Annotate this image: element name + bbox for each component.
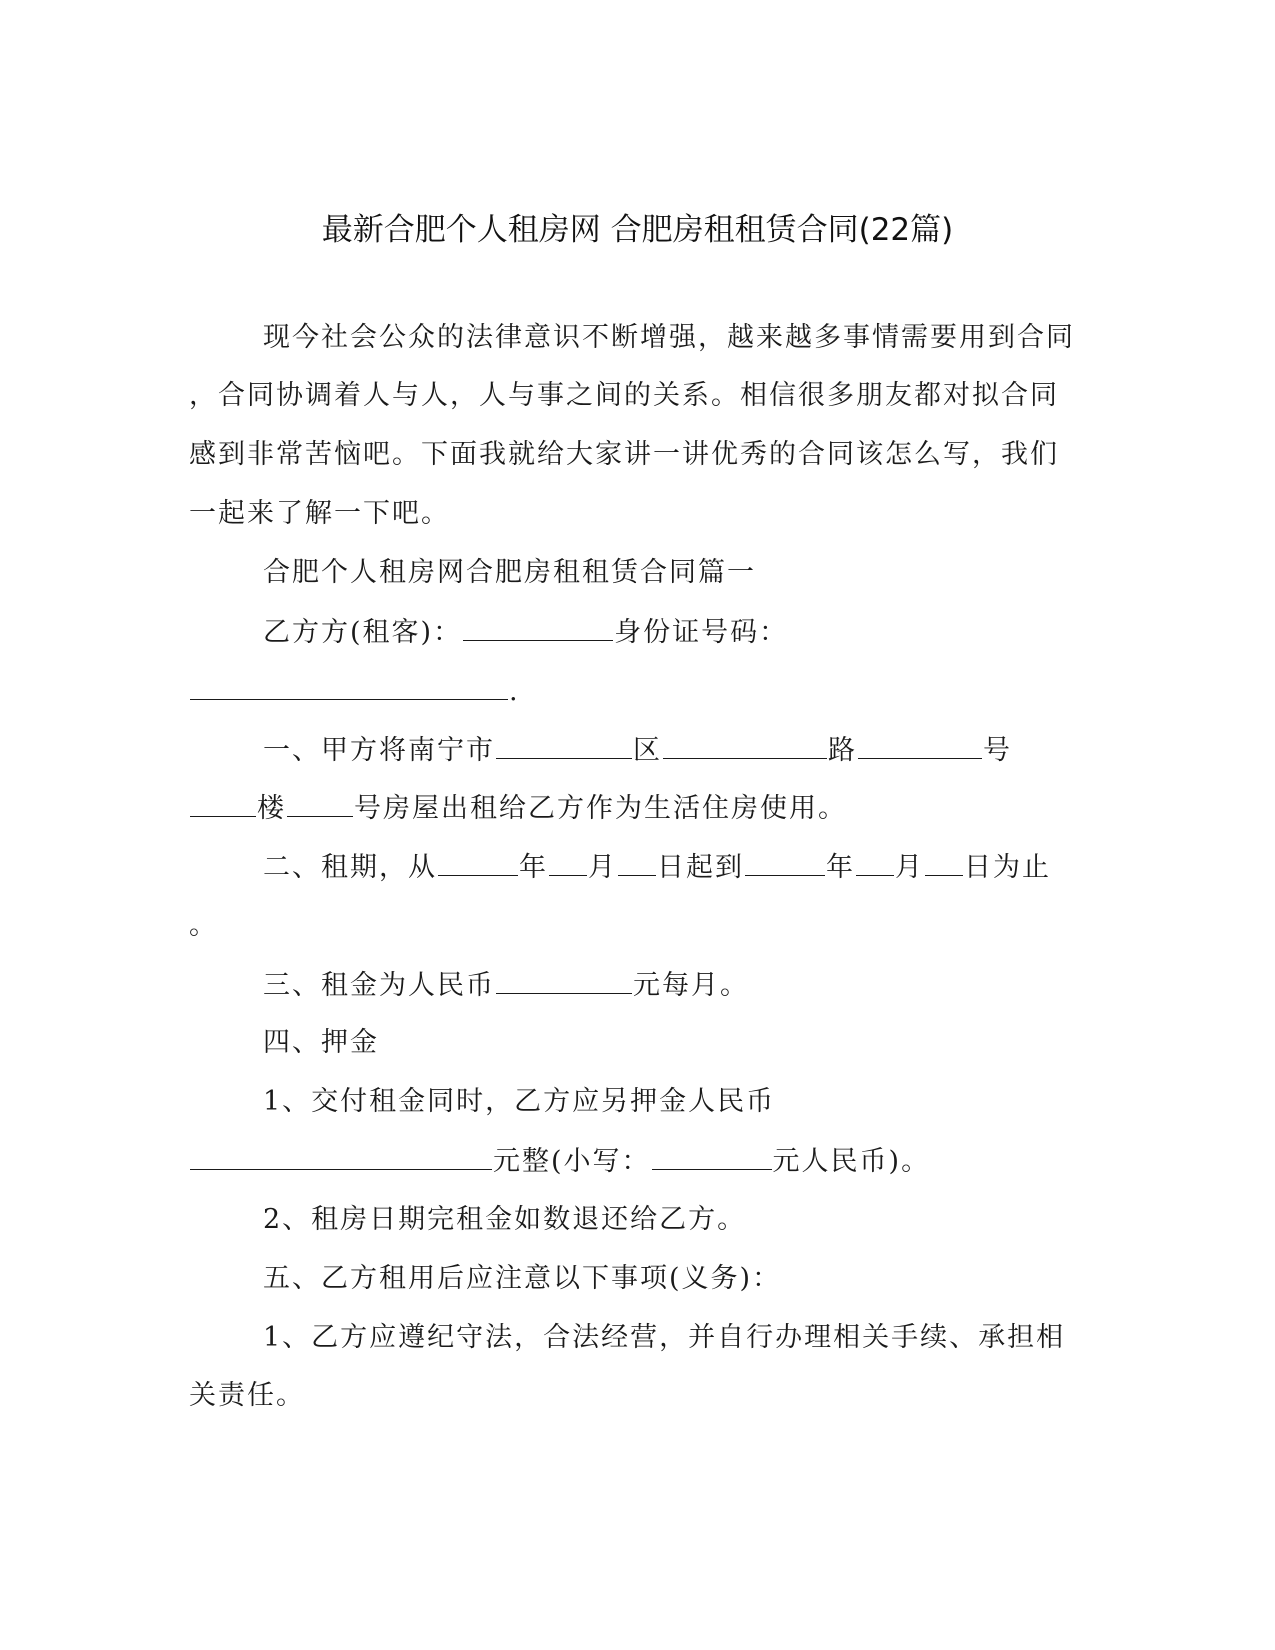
rent-blank	[496, 967, 632, 994]
intro-line-2: ，合同协调着人与人，人与事之间的关系。相信很多朋友都对拟合同	[189, 380, 1059, 411]
start-month-label: 月	[588, 852, 617, 883]
id-number-end: .	[509, 676, 520, 707]
deposit-amount-line	[189, 1143, 1089, 1180]
start-month-blank	[549, 849, 587, 876]
room-blank	[287, 790, 353, 817]
id-number-blank	[190, 673, 508, 700]
clause-1-line-2	[189, 790, 1089, 827]
page-title: 最新合肥个人租房网 合肥房租租赁合同(22篇)	[321, 212, 954, 248]
district-blank	[496, 732, 632, 759]
clause-4-item-1: 1、交付租金同时，乙方应另押金人民币	[263, 1086, 776, 1117]
section-heading: 合肥个人租房网合肥房租租赁合同篇一	[263, 557, 756, 588]
deposit-uppercase-blank	[190, 1143, 492, 1170]
clause-4-heading: 四、押金	[263, 1027, 379, 1058]
start-year-label: 年	[519, 852, 548, 883]
clause-2-text: 二、租期，从	[263, 852, 437, 883]
end-day-blank	[925, 849, 963, 876]
clause-5-item-1-cont: 关责任。	[189, 1380, 305, 1411]
deposit-lowercase-blank	[652, 1143, 772, 1170]
district-label: 区	[633, 735, 662, 766]
end-month-label: 月	[895, 852, 924, 883]
tenant-name-blank	[463, 614, 613, 641]
clause-3-line	[263, 967, 1163, 1004]
clause-1-text: 一、甲方将南宁市	[263, 735, 495, 766]
party-b-line	[263, 614, 1163, 651]
start-day-label: 日起到	[657, 852, 744, 883]
clause-5-item-1: 1、乙方应遵纪守法，合法经营，并自行办理相关手续、承担相	[263, 1322, 1066, 1353]
clause-5-heading: 五、乙方租用后应注意以下事项(义务)：	[263, 1263, 782, 1294]
building-blank	[190, 790, 256, 817]
intro-line-4: 一起来了解一下吧。	[189, 498, 450, 529]
clause-1-line-1	[263, 732, 1163, 769]
end-month-blank	[856, 849, 894, 876]
rent-unit: 元每月。	[633, 970, 749, 1001]
clause-2-line-1	[263, 849, 1163, 886]
end-year-blank	[745, 849, 825, 876]
clause-4-item-2: 2、租房日期完租金如数退还给乙方。	[263, 1204, 747, 1235]
intro-line-1: 现今社会公众的法律意识不断增强，越来越多事情需要用到合同	[263, 322, 1075, 353]
clause-2-line-2: 。	[189, 910, 218, 941]
deposit-label: 元整(小写：	[493, 1146, 651, 1177]
start-year-blank	[438, 849, 518, 876]
id-number-line	[189, 673, 1089, 710]
end-day-label: 日为止	[964, 852, 1051, 883]
party-b-label: 乙方方(租客)：	[263, 617, 463, 648]
clause-3-text: 三、租金为人民币	[263, 970, 495, 1001]
building-label: 楼	[257, 793, 286, 824]
end-year-label: 年	[826, 852, 855, 883]
start-day-blank	[618, 849, 656, 876]
intro-line-3: 感到非常苦恼吧。下面我就给大家讲一讲优秀的合同该怎么写，我们	[189, 439, 1059, 470]
road-label: 路	[828, 735, 857, 766]
deposit-unit: 元人民币)。	[772, 1146, 931, 1177]
number-blank	[858, 732, 982, 759]
clause-1-use: 号房屋出租给乙方作为生活住房使用。	[354, 793, 847, 824]
number-label: 号	[983, 735, 1012, 766]
road-blank	[663, 732, 827, 759]
id-number-label: 身份证号码：	[614, 617, 789, 648]
